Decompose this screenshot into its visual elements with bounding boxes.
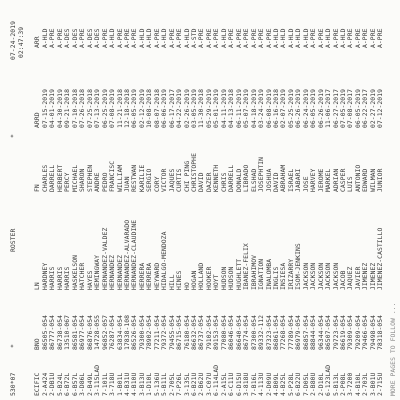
cell-arrival-code: A-PRE [167,28,176,48]
cell-unit: 4-B09L [271,372,280,396]
cell-arrival-date: 07-05-2019 [339,89,347,128]
cell-last-name: HILL [167,274,176,290]
cell-arrival-code: A-PRE [234,28,243,48]
cell-arrival-date: 08-07-2018 [152,89,161,128]
cell-first-name: PEDRO [100,172,109,192]
cell-bno: 89332-112 [257,314,266,350]
cell-unit: 7-B16L [249,372,258,396]
cell-arrival-date: 06-27-2017 [331,89,340,128]
cell-arrival-code: A-HLD [108,28,117,48]
cell-arrival-code: A-DES [85,28,94,48]
cell-last-name: HERNANDEZ-VALDEZ [100,227,109,290]
cell-first-name: WILLIAM [115,164,124,192]
report-id: 530*07 [9,372,17,396]
cell-first-name: MARKEL [324,168,333,192]
cell-last-name: HERNANDEZ-ALVARADO [122,219,131,290]
col-header-arrd: ARRD [33,112,41,128]
cell-unit: 2-B49L [85,372,94,396]
cell-arrival-date: 02-07-2019 [279,89,288,128]
cell-first-name: CHRIS [219,172,228,192]
cell-last-name: HERNANDEZ [115,254,124,290]
cell-unit: 2-A424 [41,372,49,396]
cell-arrival-date: 04-30-2019 [55,89,64,128]
cell-unit: 6-B22U [294,372,303,396]
cell-last-name: JACKSON [324,262,333,290]
cell-last-name: HOOKER [204,266,213,290]
cell-last-name: HO [182,282,191,290]
cell-first-name: WILMAN [368,168,377,192]
cell-arrival-date: 06-06-2019 [160,89,169,128]
cell-arrival-date: 10-08-2018 [145,89,154,128]
cell-bno: 78902-054 [145,314,154,350]
cell-bno: 86046-054 [227,314,236,350]
col-header-unit: ECIFIC [33,372,41,396]
cell-first-name: ANTONIO [353,164,362,192]
cell-bno: 77211-054 [152,314,161,350]
cell-first-name: SERGIO [145,168,154,192]
cell-last-name: HUGHLETT [234,258,243,290]
cell-first-name: CURTIS [175,168,184,192]
cell-first-name: KARILIE [137,164,146,192]
cell-arrival-date: 04-01-2019 [48,89,57,128]
cell-arrival-code: A-PRE [197,28,206,48]
cell-bno: 86861-054 [271,314,280,350]
cell-arrival-date: 06-05-2019 [309,89,318,128]
cell-bno: 78318-054 [376,314,385,350]
cell-unit: 6-B72L [63,372,72,396]
cell-unit: 2-A15L [219,372,228,396]
cell-arrival-code: A-PRE [264,28,273,48]
cell-unit: 3-C07U [204,372,213,396]
cell-last-name: INGLIS [271,266,280,290]
cell-first-name: DAZER [204,172,213,192]
cell-first-name: JABARI [294,168,303,192]
cell-unit: 6-B21U [190,372,198,396]
cell-last-name: ISOM-JENKINS [294,243,303,290]
cell-unit: 2-705L [167,372,176,396]
cell-arrival-code: A-PRE [122,28,131,48]
cell-arrival-date: 12-18-2018 [122,89,131,128]
cell-last-name: JACOB [339,270,347,290]
cell-arrival-date: 06-08-2019 [264,89,273,128]
cell-bno: 79102-054 [204,314,213,350]
cell-last-name: HERNANDEZ-CLAUDINE [130,219,139,290]
cell-unit: 6-D15U [234,372,243,396]
cell-bno: 79466-054 [361,314,370,350]
cell-first-name: VICTOR [160,168,169,192]
cell-first-name: LUIS [346,176,355,192]
cell-unit: 3-7200 [346,372,355,396]
cell-arrival-date: 07-12-2019 [376,89,385,128]
cell-arrival-code: A-PRE [346,28,355,48]
cell-last-name: HOLLAND [197,262,206,290]
cell-first-name: JOSE [301,176,310,192]
cell-arrival-date: 04-11-2019 [219,89,228,128]
col-header-fn: FN [33,184,41,192]
cell-last-name: JACKSON [331,262,340,290]
cell-last-name: JIMENEZ-CASTILLO [376,227,385,290]
cell-arrival-date: 06-05-2019 [353,89,362,128]
cell-first-name: LIBRADO [242,164,251,192]
cell-unit: 2-D09U [264,372,273,396]
cell-arrival-date: 03-24-2019 [257,89,266,128]
cell-last-name: JACKSON [316,262,325,290]
report-time: 02:47:39 [17,26,25,58]
cell-bno: 79372-054 [160,314,169,350]
cell-bno: 86526-054 [130,314,139,350]
cell-unit: 5-B11L [160,372,169,396]
cell-first-name: ABRAHAM [279,164,288,192]
cell-arrival-date: 03-05-2019 [190,89,198,128]
cell-arrival-date: 06-22-2017 [361,89,370,128]
cell-bno: 77789-054 [286,314,295,350]
cell-arrival-date: 06-05-2019 [130,89,139,128]
cell-last-name: INSIESA [279,262,288,290]
cell-last-name: JACKSON [301,262,310,290]
cell-last-name: IGNATION [257,258,266,290]
cell-last-name: HINES [175,270,184,290]
cell-arrival-code: A-PRE [130,28,139,48]
cell-bno: 79309-054 [346,314,355,350]
cell-last-name: HARRIS [55,266,64,290]
cell-arrival-code: A-HLD [339,28,347,48]
cell-unit: 5-B13L [331,372,340,396]
cell-arrival-date: 06-16-2018 [271,89,280,128]
cell-last-name: HERRERA [145,262,154,290]
cell-arrival-code: A-PRE [242,28,251,48]
cell-bno: 88844-054 [309,314,318,350]
header-star-left: * [9,344,17,348]
cell-last-name: INALOMBA [264,258,273,290]
cell-last-name: HATCHER [78,262,87,290]
cell-unit: 3-B13U [137,372,146,396]
cell-last-name: JACKSON [309,262,318,290]
header-star-right: * [9,134,17,138]
cell-arrival-code: A-HLD [219,28,228,48]
cell-arrival-code: A-PRE [316,28,325,48]
cell-arrival-date: 11-21-2018 [115,89,124,128]
cell-unit: 3-D86L [78,372,87,396]
cell-first-name: JOSEPHTIN [257,156,266,192]
cell-arrival-date: 06-26-2019 [294,89,303,128]
cell-arrival-date: 06-17-2017 [167,89,176,128]
cell-arrival-date: 11-30-2018 [197,89,206,128]
cell-unit: 7-P26L [175,372,184,396]
cell-bno: 86979-054 [294,314,303,350]
cell-arrival-code: A-DES [63,28,72,48]
cell-arrival-code: A-PRE [368,28,377,48]
cell-arrival-date: 07-08-2019 [108,89,117,128]
cell-arrival-code: A-DES [70,28,79,48]
cell-bno: 76180-054 [182,314,191,350]
cell-arrival-code: A-PRE [249,28,258,48]
cell-unit: 2-P08L [339,372,347,396]
cell-arrival-date: 05-29-2019 [204,89,213,128]
cell-arrival-code: A-PRE [55,28,64,48]
cell-arrival-code: A-HLD [182,28,191,48]
more-pages-note: MORE PAGES TO FOLLOW ... [389,302,397,396]
cell-bno: 86715-054 [175,314,184,350]
cell-last-name: HARDNEY [41,262,49,290]
cell-arrival-code: A-HLD [271,28,280,48]
cell-last-name: IBRAHIMOV [249,254,258,290]
cell-bno: 77268-054 [279,314,288,350]
cell-arrival-code: A-HLD [145,28,154,48]
cell-arrival-code: A-PRE [78,28,87,48]
cell-unit: 6-123LAD [324,364,333,396]
cell-arrival-date: 02-12-2019 [137,89,146,128]
cell-first-name: JOSHUA [264,168,273,192]
cell-bno: 89153-054 [212,314,221,350]
cell-arrival-code: A-PRE [361,28,370,48]
cell-last-name: HUDSON [219,266,228,290]
col-header-arr: ARR [33,36,41,48]
cell-bno: 79498-054 [368,314,377,350]
cell-bno: 79300-054 [137,314,146,350]
cell-arrival-date: 06-11-2019 [234,89,243,128]
cell-last-name: HERNANDEZ [108,254,117,290]
cell-arrival-code: A-PRE [152,28,161,48]
cell-unit: 4-113U [257,372,266,396]
cell-first-name: ANDRE [93,172,102,192]
cell-arrival-date: 04-13-2018 [227,89,236,128]
cell-bno: 96852-057 [100,314,109,350]
cell-arrival-code: A-PRE [175,28,184,48]
cell-last-name: JAVIER [353,266,362,290]
report-date: 07-24-2019 [9,21,17,60]
cell-last-name: HARRIS [48,266,57,290]
col-header-bno: BNO [33,338,41,350]
cell-first-name: DONALD [234,168,243,192]
cell-arrival-date: 04-18-2019 [249,89,258,128]
cell-bno: 87300-054 [249,314,258,350]
cell-unit: 7-101L [100,372,109,396]
cell-arrival-date: 06-24-2019 [301,89,310,128]
cell-arrival-date: 05-07-2019 [242,89,251,128]
cell-unit: 2-703L [361,372,370,396]
cell-last-name: HERRERA [137,262,146,290]
cell-bno: 86737-054 [197,314,206,350]
cell-arrival-date: 07-13-2019 [93,89,102,128]
cell-unit: 6-C11U [227,372,236,396]
cell-arrival-date: 07-15-2019 [41,89,49,128]
cell-first-name: KENNETH [212,164,221,192]
cell-bno: 86632-054 [190,314,198,350]
cell-first-name: ISRAEL [286,168,295,192]
cell-bno: 79723-054 [331,314,340,350]
cell-bno: 86876-054 [85,314,94,350]
cell-bno: 86777-054 [48,314,57,350]
cell-arrival-code: A-PRE [227,28,236,48]
cell-arrival-code: A-PRE [212,28,221,48]
cell-unit: 3-135L [182,372,191,396]
cell-arrival-date: 07-10-2018 [70,89,79,128]
cell-last-name: HOGAN [190,270,198,290]
cell-arrival-code: A-PRE [115,28,124,48]
cell-arrival-code: A-PRE [309,28,318,48]
cell-last-name: HOYT [212,274,221,290]
cell-bno: 87323-054 [264,314,273,350]
cell-first-name: EDWARD [361,168,370,192]
cell-first-name: CASPER [339,168,347,192]
cell-unit: 2-DB1U [48,372,57,396]
cell-bno: 17838-108 [122,314,131,350]
cell-first-name: STEPHEN [85,164,94,192]
cell-bno: 79209-054 [353,314,362,350]
cell-arrival-date: 02-26-2019 [182,89,191,128]
cell-arrival-date: 07-26-2018 [78,89,87,128]
cell-arrival-code: A-HLD [324,28,333,48]
cell-arrival-code: A-PRE [257,28,266,48]
cell-bno: 86977-054 [78,314,87,350]
cell-arrival-code: A-HLD [137,28,146,48]
cell-first-name: JAQUES [167,168,176,192]
cell-bno: 14728-055 [93,314,102,350]
cell-last-name: HAYES [85,270,94,290]
cell-last-name: HEMINGWAY [93,254,102,290]
cell-first-name: JEROME [316,168,325,192]
cell-arrival-code: A-HLD [294,28,303,48]
cell-unit: 1-D10L [145,372,154,396]
cell-unit: 3-718U [108,372,117,396]
cell-first-name: MICHAEL [70,164,79,192]
cell-arrival-date: 09-21-2018 [63,89,72,128]
cell-arrival-date: 05-01-2019 [212,89,221,128]
cell-last-name: IRIZARRY [286,258,295,290]
cell-first-name: HERBERT [55,164,64,192]
cell-first-name: ADRIAN [331,168,340,192]
cell-first-name: DARRELL [48,164,57,192]
cell-arrival-code: A-HLD [301,28,310,48]
cell-unit: 3-818U [242,372,251,396]
cell-arrival-code: A-HLD [41,28,49,48]
cell-first-name: HARVEY [309,168,318,192]
cell-bno: 86857-054 [301,314,310,350]
cell-last-name: JIMENEZ [361,262,370,290]
cell-arrival-code: A-PRE [100,28,109,48]
cell-first-name: CHRISTOPHE [190,153,198,192]
footer-row [389,302,398,400]
cell-first-name: CORY [152,176,161,192]
cell-first-name: CHARLES [41,164,49,192]
cell-last-name: JAQUEZ [346,266,355,290]
report-title: ROSTER [9,228,17,252]
cell-last-name: IBANEZ-FELIX [242,243,251,290]
cell-unit: 5-B24L [55,372,64,396]
cell-arrival-code: A-PRE [204,28,213,48]
cell-unit: 6-114LAD [212,364,221,396]
cell-unit: 5-136U [152,372,161,396]
report-subheader [17,26,26,400]
cell-last-name: JIMENEZ [368,262,377,290]
cell-arrival-date: 02-27-2019 [368,89,377,128]
cell-last-name: HEYWARD [152,262,161,290]
cell-unit: 4-B10L [353,372,362,396]
cell-arrival-date: 04-22-2019 [175,89,184,128]
cell-first-name: PERCY [63,172,72,192]
cell-arrival-code: A-HLD [279,28,288,48]
cell-bno: 86774-054 [242,314,251,350]
cell-arrival-date: 11-06-2017 [324,89,333,128]
cell-arrival-code: A-PRE [353,28,362,48]
cell-arrival-code: A-STD [190,28,198,48]
cell-last-name: HASKELSON [70,254,79,290]
cell-arrival-code: A-HLD [160,28,169,48]
cell-bno: 63834-054 [115,314,124,350]
cell-last-name: HIDALGO-MENDOZA [160,231,169,290]
cell-arrival-date: 05-25-2019 [286,89,295,128]
cell-unit: 4-B31U [122,372,131,396]
cell-arrival-date: 06-25-2019 [100,89,109,128]
cell-unit: 3-115LAD [93,364,102,396]
cell-first-name: ELSHAD [249,168,258,192]
cell-arrival-code: A-DES [93,28,102,48]
cell-unit: 6-B57L [70,372,79,396]
cell-bno: 86640-054 [234,314,243,350]
cell-first-name: DAVID [197,172,206,192]
cell-bno: 86619-054 [339,314,347,350]
cell-first-name: DAVID [271,172,280,192]
cell-unit: 1-B01L [115,372,124,396]
cell-arrival-date: 07-08-2017 [346,89,355,128]
cell-unit: 2-B62U [197,372,206,396]
cell-arrival-date: 06-26-2019 [316,89,325,128]
cell-arrival-code: A-PRE [331,28,340,48]
cell-bno: 86738-054 [55,314,64,350]
cell-first-name: RESTWAN [130,164,139,192]
cell-arrival-code: A-PRE [376,28,385,48]
cell-arrival-code: A-HLD [286,28,295,48]
cell-unit: 7-D05L [301,372,310,396]
cell-unit: 4-B10U [130,372,139,396]
cell-arrival-date: 07-25-2018 [85,89,94,128]
cell-bno: 86505-054 [41,314,49,350]
cell-first-name: JUAN [122,176,131,192]
cell-unit: 2-D10L [316,372,325,396]
cell-bno: 79455-054 [167,314,176,350]
cell-unit: 3-B01U [368,372,377,396]
col-header-ln: LN [33,282,41,290]
cell-first-name: SHARON [78,168,87,192]
cell-bno: 76287-054 [108,314,117,350]
cell-first-name: FRANCISC [108,160,117,192]
cell-bno: 86507-054 [324,314,333,350]
cell-bno: 86581-054 [70,314,79,350]
cell-unit: 5-P28L [286,372,295,396]
cell-unit: 4-B25L [279,372,288,396]
cell-bno: 96344-054 [316,314,325,350]
cell-arrival-code: A-PRE [48,28,57,48]
cell-last-name: HUDSON [227,266,236,290]
cell-bno: 77080-054 [219,314,228,350]
cell-unit: 2-715U [376,372,385,396]
cell-first-name: JUNIOR [376,168,385,192]
cell-bno: 13510-067 [63,314,72,350]
cell-unit: 2-B80U [309,372,318,396]
cell-first-name: DARRELL [227,164,236,192]
cell-last-name: HARRIS [63,266,72,290]
cell-first-name: CHI PING [182,160,191,192]
